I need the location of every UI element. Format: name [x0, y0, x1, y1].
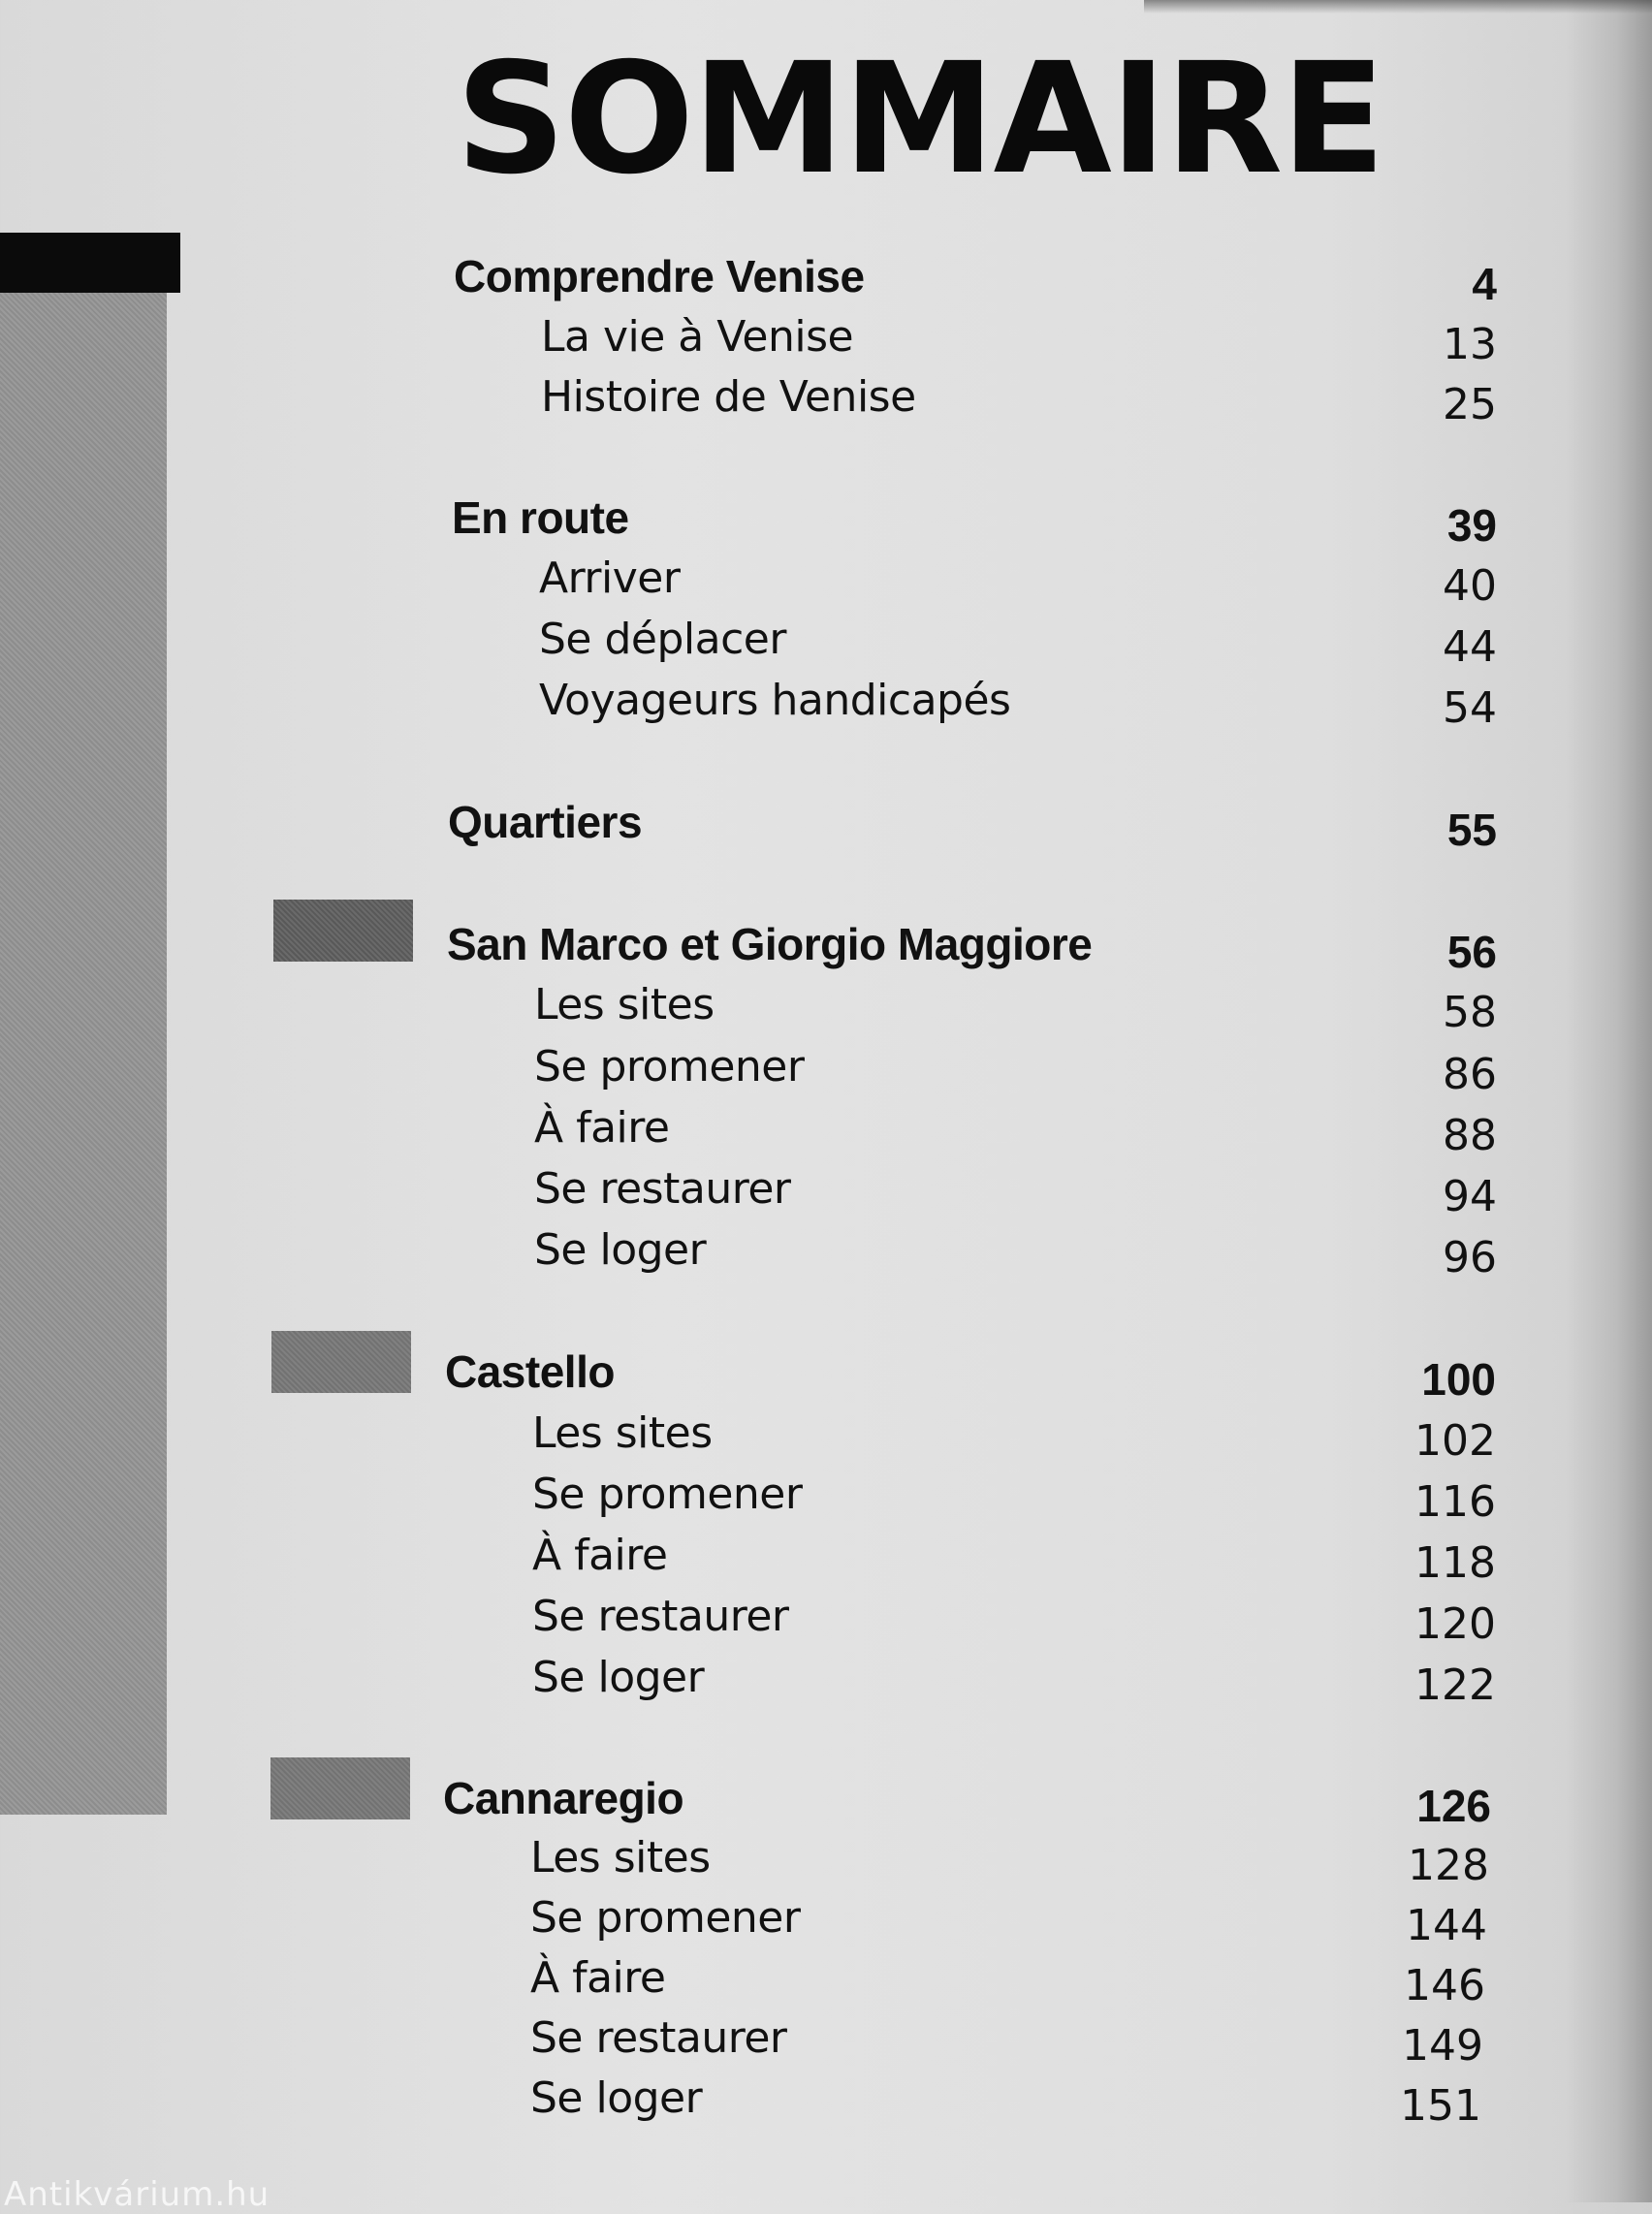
toc-item[interactable] — [452, 672, 1497, 733]
section-marker — [270, 1757, 410, 1819]
toc-item-label: Se promener — [530, 1893, 801, 1943]
toc-page-number: 146 — [1404, 1961, 1485, 2010]
toc-page-number: 122 — [1414, 1660, 1496, 1710]
toc-page-number: 88 — [1443, 1111, 1497, 1160]
toc-item-label: La vie à Venise — [541, 312, 854, 362]
toc-item-label: Se déplacer — [539, 615, 786, 664]
toc-item-label: Se loger — [530, 2073, 703, 2123]
page-title: SOMMAIRE — [456, 30, 1384, 208]
toc-heading-label: Castello — [445, 1346, 615, 1397]
toc-page-number: 13 — [1443, 320, 1497, 369]
toc-item-label: Se restaurer — [534, 1164, 791, 1214]
toc-item[interactable] — [447, 1160, 1497, 1221]
toc-item-label: Se restaurer — [530, 2013, 787, 2063]
toc-page-number: 116 — [1414, 1477, 1496, 1527]
toc-item[interactable] — [443, 2009, 1483, 2071]
toc-page-number: 96 — [1443, 1233, 1497, 1282]
toc-page-number: 40 — [1443, 561, 1497, 611]
toc-item[interactable] — [447, 976, 1497, 1037]
watermark-text: Antikvárium.hu — [4, 2175, 270, 2214]
toc-page-number: 94 — [1443, 1172, 1497, 1221]
toc-heading-quartiers[interactable] — [448, 793, 1497, 855]
toc-item-label: Les sites — [530, 1833, 711, 1882]
toc-page-number: 102 — [1414, 1416, 1496, 1466]
toc-page-number: 39 — [1446, 500, 1497, 551]
toc-item[interactable] — [445, 1527, 1496, 1588]
toc-page-number: 100 — [1421, 1354, 1496, 1405]
toc-item-label: Se restaurer — [532, 1592, 789, 1641]
toc-item[interactable] — [447, 1038, 1497, 1099]
toc-page-number: 149 — [1402, 2021, 1483, 2071]
toc-heading-label: Comprendre Venise — [454, 251, 865, 301]
toc-item[interactable] — [443, 1889, 1487, 1950]
toc-item[interactable] — [454, 308, 1497, 369]
toc-item[interactable] — [443, 1949, 1485, 2008]
toc-heading-label: San Marco et Giorgio Maggiore — [447, 919, 1093, 969]
toc-item[interactable] — [445, 1588, 1496, 1649]
toc-item-label: Se loger — [534, 1225, 707, 1275]
section-marker — [271, 1331, 411, 1393]
toc-page-number: 4 — [1472, 259, 1497, 309]
toc-item-label: Se promener — [534, 1042, 805, 1091]
toc-item[interactable] — [452, 550, 1497, 611]
toc-item-label: Se promener — [532, 1470, 803, 1519]
toc-heading-label: Cannaregio — [443, 1773, 684, 1823]
toc-page-number: 86 — [1443, 1050, 1497, 1099]
toc-item-label: Arriver — [539, 554, 681, 603]
toc-item-label: Se loger — [532, 1653, 705, 1702]
toc-heading-label: Quartiers — [448, 797, 643, 847]
toc-item-label: Voyageurs handicapés — [539, 676, 1011, 725]
toc-item[interactable] — [445, 1466, 1496, 1527]
toc-page-number: 128 — [1408, 1841, 1489, 1890]
toc-item-label: Les sites — [534, 980, 715, 1029]
toc-page-number: 55 — [1446, 805, 1497, 855]
toc-page-number: 118 — [1414, 1538, 1496, 1588]
toc-item[interactable] — [454, 368, 1497, 427]
toc-page-number: 56 — [1446, 927, 1497, 977]
toc-item-label: Les sites — [532, 1408, 713, 1458]
toc-page-number: 120 — [1414, 1599, 1496, 1649]
section-marker — [273, 900, 413, 962]
toc-item[interactable] — [443, 1829, 1489, 1890]
toc-page-number: 126 — [1416, 1781, 1491, 1831]
toc-item[interactable] — [447, 1099, 1497, 1160]
toc-item-label: À faire — [532, 1531, 668, 1580]
toc-heading-cannaregio[interactable] — [443, 1769, 1491, 1831]
toc-heading-castello[interactable] — [445, 1343, 1496, 1405]
toc-item-label: Histoire de Venise — [541, 372, 916, 422]
toc-item[interactable] — [443, 2070, 1481, 2131]
toc-heading-label: En route — [452, 492, 629, 543]
toc-item-label: À faire — [534, 1103, 670, 1153]
toc-page-number: 44 — [1443, 622, 1497, 672]
toc-item[interactable] — [445, 1405, 1496, 1466]
toc-page-number: 54 — [1443, 683, 1497, 733]
toc-item[interactable] — [452, 611, 1497, 672]
toc-heading-san-marco[interactable] — [447, 915, 1497, 977]
toc-page-number: 58 — [1443, 988, 1497, 1037]
toc-page-number: 144 — [1406, 1901, 1487, 1950]
toc-item-label: À faire — [530, 1953, 666, 2003]
toc-page-number: 25 — [1443, 380, 1497, 429]
toc-heading-en-route[interactable] — [452, 489, 1497, 551]
toc-page-number: 151 — [1400, 2081, 1481, 2131]
toc-heading-comprendre-venise[interactable] — [454, 247, 1497, 309]
toc-item[interactable] — [445, 1649, 1496, 1710]
toc-item[interactable] — [447, 1221, 1497, 1280]
